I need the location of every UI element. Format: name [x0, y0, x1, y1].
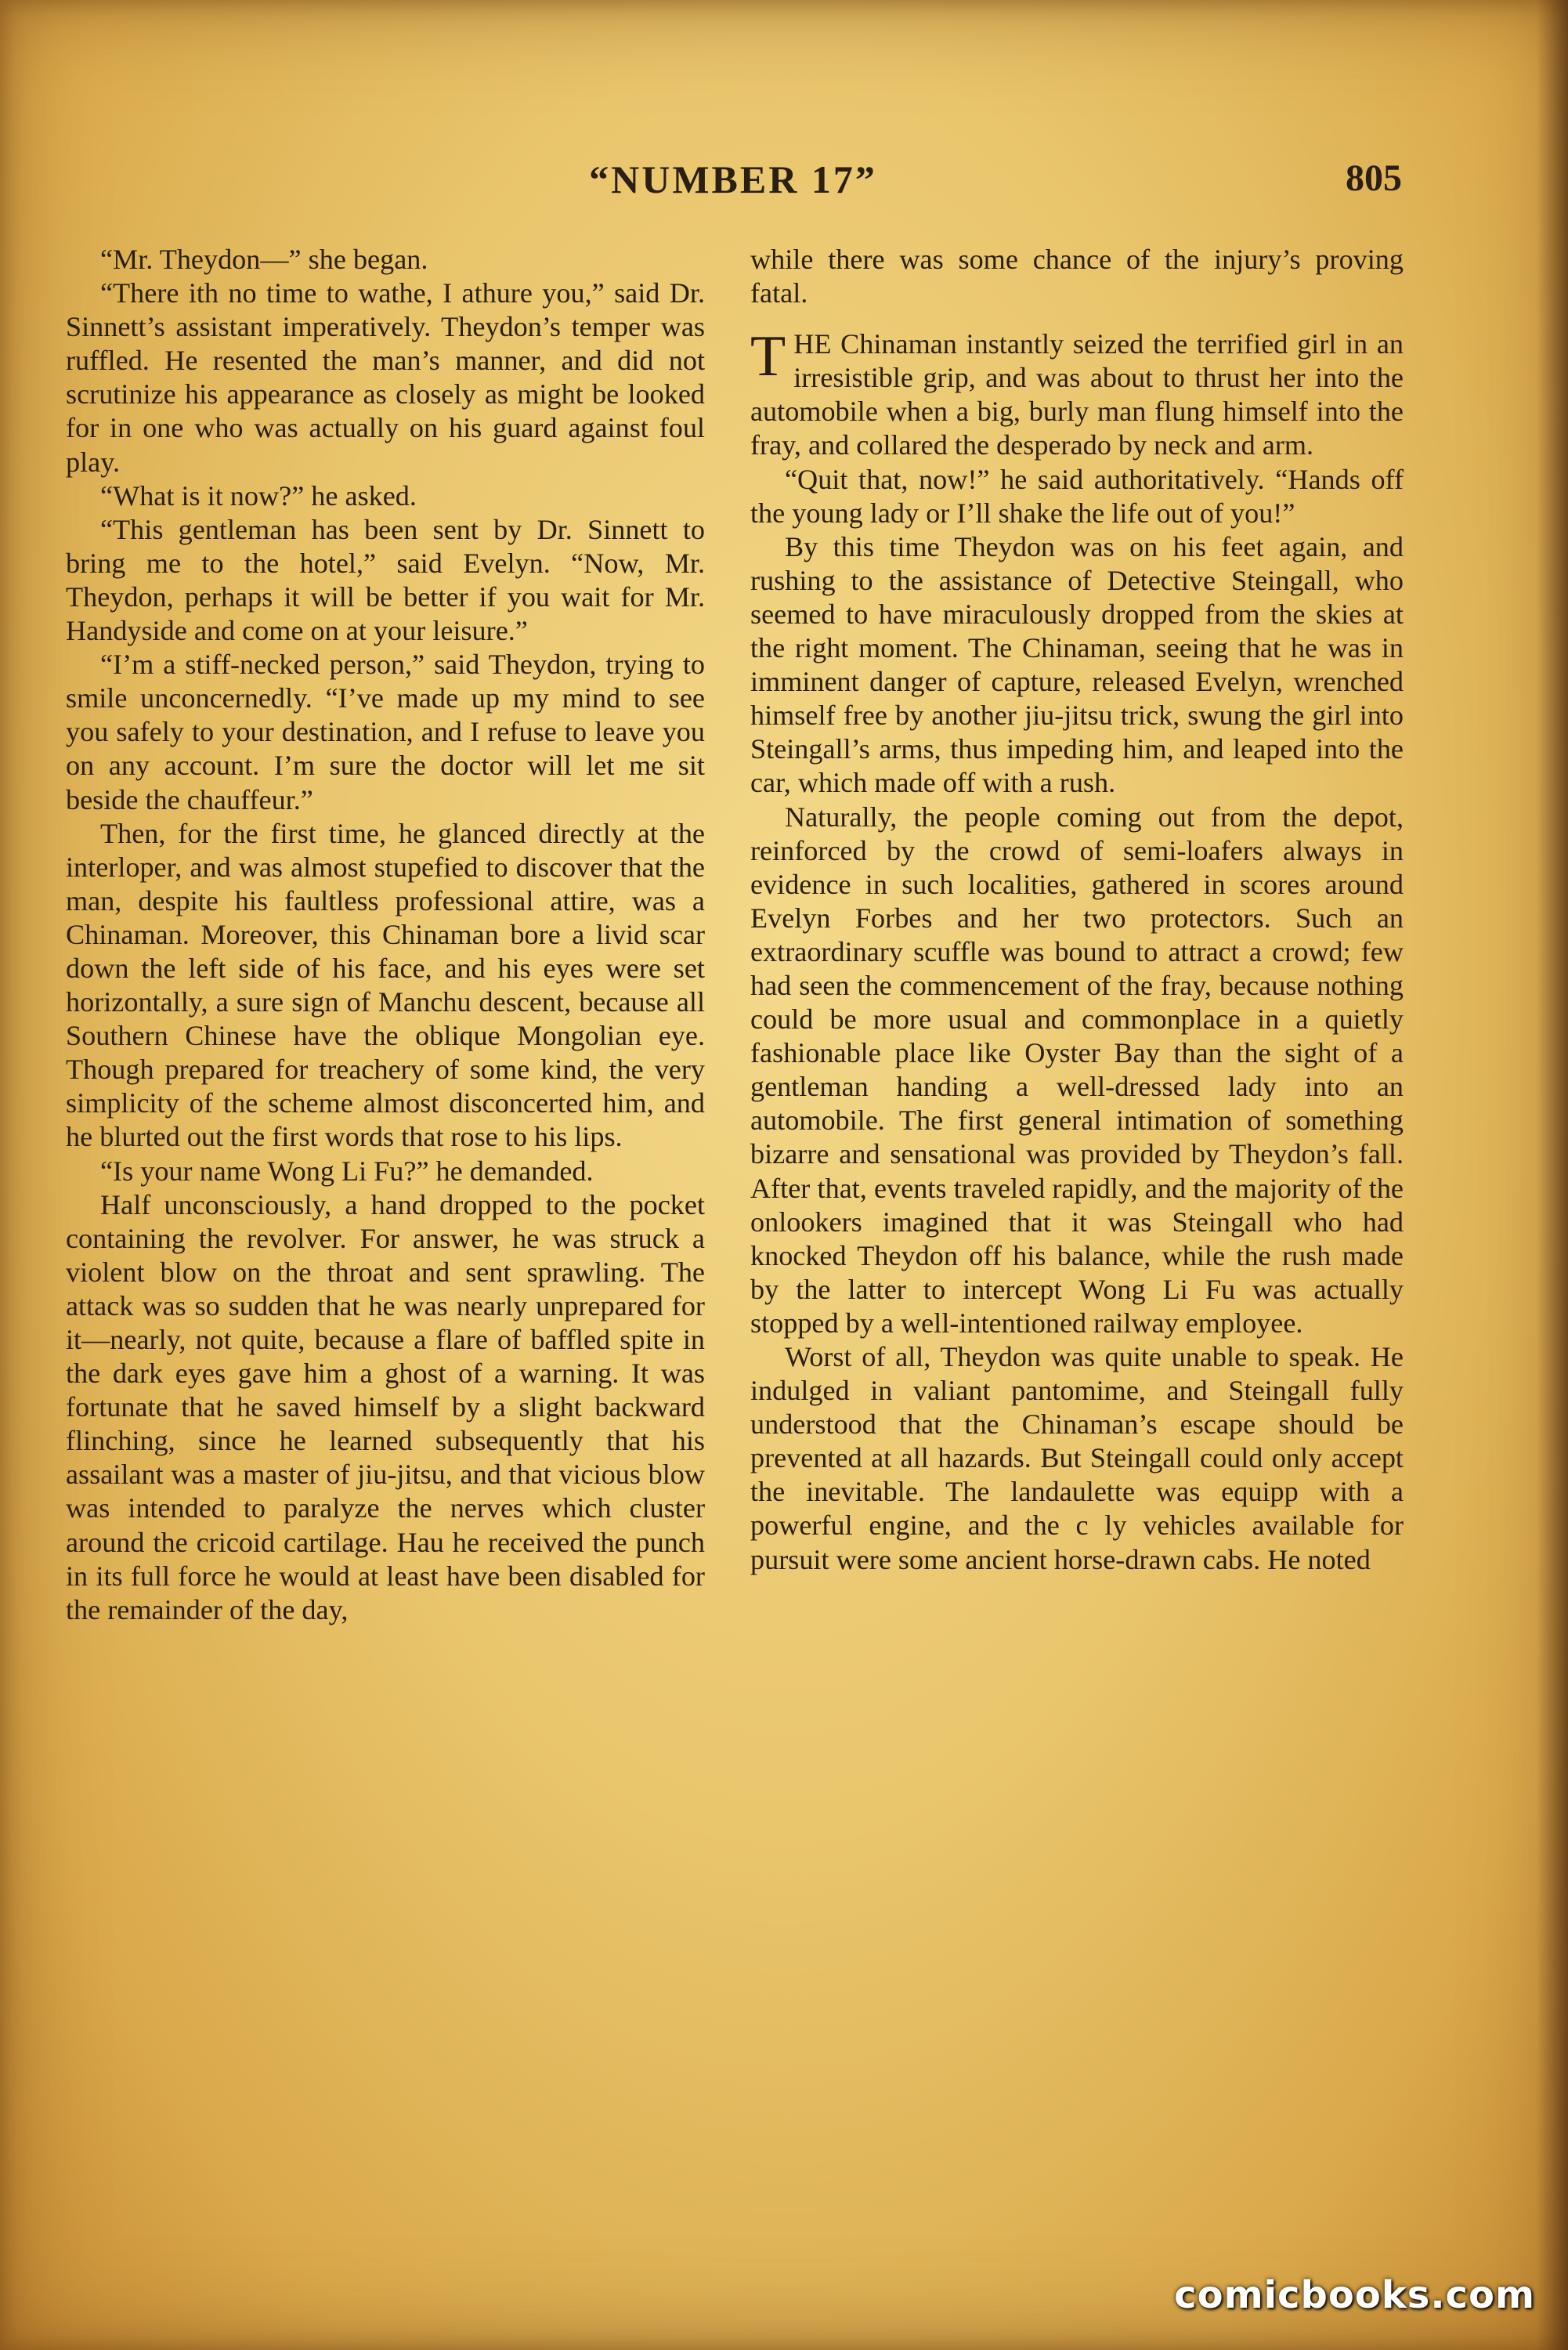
paragraph: “This gentleman has been sent by Dr. Sinnett to bring me to the hotel,” said Evelyn. “Now, Mr. Theydon, perhaps it will be better if you wait for Mr. Handyside and come on at your leisure.” — [66, 513, 705, 647]
section-opening-paragraph — [750, 324, 1404, 462]
page-number: 805 — [1346, 157, 1402, 199]
paragraph: By this time Theydon was on his feet again, and rushing to the assistance of Detective Steingall, who seemed to have miraculously dropped from the skies at the right moment. The Chinaman, seeing that he was in imminent danger of capture, released Evelyn, wrenched himself free by another jiu-jitsu trick, swung the girl into Steingall’s arms, thus impeding him, and leaped into the car, which made off with a rush. — [750, 530, 1404, 799]
right-column — [750, 243, 1404, 1577]
paragraph: “Is your name Wong Li Fu?” he demanded. — [100, 1155, 594, 1187]
running-head — [64, 157, 1402, 207]
page-spine-edge — [1537, 0, 1568, 2350]
paragraph: “Quit that, now!” he said authoritatively. “Hands off the young lady or I’ll shake the life out of you!” — [750, 463, 1404, 529]
drop-cap: T — [750, 324, 786, 389]
paragraph: Naturally, the people coming out from the depot, reinforced by the crowd of semi-loafers always in evidence in such localities, gathered in scores around Evelyn Forbes and her two protectors. Such an extraordinary scuffle was bound to attract a crowd; few had seen the commencement of the fray, because nothing could be more usual and commonplace in a quietly fashionable place like Oyster Bay than the sight of a gentleman handing a well-dressed lady into an automobile. The first general intimation of something bizarre and sensational was provided by Theydon’s fall. After that, events traveled rapidly, and the majority of the onlookers imagined that it was Steingall who had knocked Theydon off his balance, while the rush made by the latter to intercept Wong Li Fu was actually stopped by a well-intentioned railway employee. — [750, 801, 1404, 1339]
paragraph: Then, for the first time, he glanced directly at the interloper, and was almost stupefied to discover that the man, despite his faultless professional attire, was a Chinaman. Moreover, this Chinaman bore a livid scar down the left side of his face, and his eyes were set horizontally, a sure sign of Manchu descent, because all Southern Chinese have the oblique Mongolian eye. Though prepared for treachery of some kind, the very simplicity of the scheme almost disconcerted him, and he blurted out the first words that rose to his lips. — [66, 817, 705, 1153]
running-head-title: “NUMBER 17” — [589, 157, 877, 201]
continued-paragraph: while there was some chance of the injury’s proving fatal. — [750, 244, 1404, 309]
section-opening-text: HE Chinaman instantly seized the terrified girl in an irresistible grip, and was about to thrust her into the automobile when a big, burly man flung himself into the fray, and collared the desperado by neck and arm. — [750, 328, 1404, 461]
paragraph: “I’m a stiff-necked person,” said Theydon, trying to smile unconcernedly. “I’ve made up my mind to see you safely to your destination, and I refuse to leave you on any account. I’m sure the doctor will let me sit beside the chauffeur.” — [66, 649, 705, 815]
paragraph: Half unconsciously, a hand dropped to the pocket containing the revolver. For answer, he was struck a violent blow on the throat and sent sprawling. The attack was so sudden that he was nearly unprepared for it—nearly, not quite, because a flare of baffled spite in the dark eyes gave him a ghost of a warning. It was fortunate that he saved himself by a slight backward flinching, since he learned subsequently that his assailant was a master of jiu-jitsu, and that vicious blow was intended to paralyze the nerves which cluster around the cricoid cartilage. Hau he received the punch in its full force he would at least have been disabled for the remainder of the day, — [66, 1188, 705, 1625]
paragraph: “What is it now?” he asked. — [100, 479, 417, 512]
watermark: comicbooks.com — [1174, 2273, 1535, 2317]
paragraph: “Mr. Theydon—” she began. — [100, 244, 428, 275]
paragraph: “There ith no time to wathe, I athure you,” said Dr. Sinnett’s assistant imperatively. Theydon’s temper was ruffled. He resented the man’s manner, and did not scrutinize his appearance as closely as might be looked for in one who was actually on his guard against foul play. — [66, 277, 705, 478]
left-column — [66, 243, 705, 1627]
paragraph: Worst of all, Theydon was quite unable to speak. He indulged in valiant pantomime, and Steingall fully understood that the Chinaman’s escape should be prevented at all hazards. But Steingall could only accept the inevitable. The landaulette was equipp with a powerful engine, and the c ly vehicles available for pursuit were some ancient horse-drawn cabs. He noted — [750, 1341, 1404, 1575]
